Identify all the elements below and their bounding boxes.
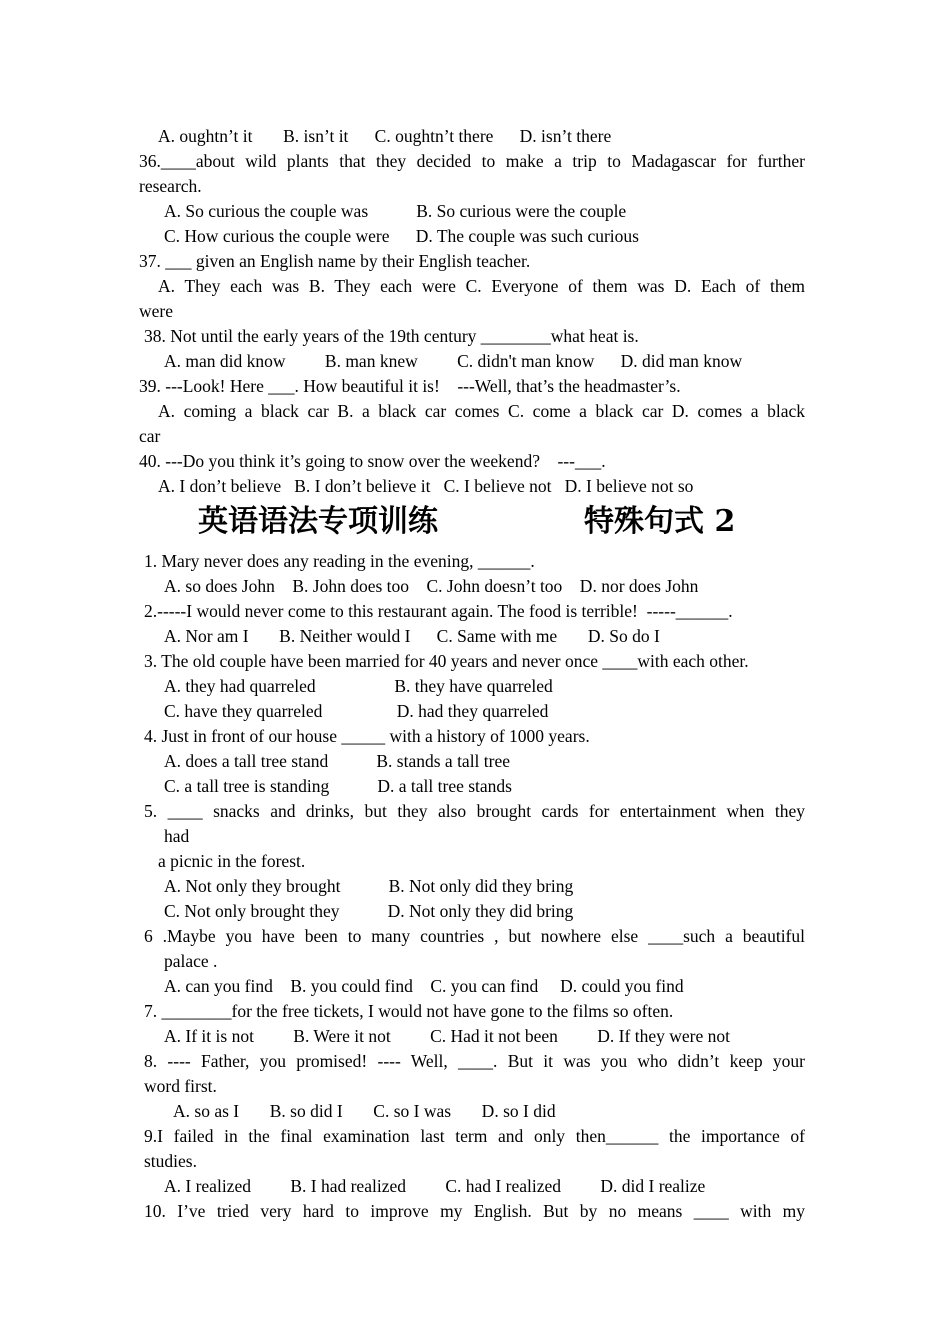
q7-stem: 7. ________for the free tickets, I would not have gone to the films so often. (144, 1001, 674, 1021)
q2-options: A. Nor am I B. Neither would I C. Same with me D. So do I (164, 626, 660, 646)
q6-stem-cont: palace . (164, 951, 218, 971)
q6-stem: 6 .Maybe you have been to many countries , but nowhere else ____such a beautiful (144, 926, 805, 946)
section-subtitle: 特殊句式 2 (584, 504, 736, 539)
q40-options: A. I don’t believe B. I don’t believe it C. I believe not D. I believe not so (158, 476, 694, 496)
q39-options: A. coming a black car B. a black car comes C. come a black car D. comes a black (158, 401, 805, 421)
q3-options-ab: A. they had quarreled B. they have quarreled (164, 676, 553, 696)
q38-stem: 38. Not until the early years of the 19th century ________what heat is. (144, 326, 639, 346)
q38-options: A. man did know B. man knew C. didn't man know D. did man know (164, 351, 743, 371)
q37-stem: 37. ___ given an English name by their English teacher. (139, 251, 531, 271)
q8-stem: 8. ---- Father, you promised! ---- Well, ____. But it was you who didn’t keep your (144, 1051, 805, 1071)
q1-stem: 1. Mary never does any reading in the evening, ______. (144, 551, 535, 571)
q9-stem-cont: studies. (144, 1151, 197, 1171)
q2-stem: 2.-----I would never come to this restaurant again. The food is terrible! -----______. (144, 601, 733, 621)
q3-options-cd: C. have they quarreled D. had they quarreled (164, 701, 549, 721)
q5-stem-cont-2: a picnic in the forest. (158, 851, 306, 871)
q40-stem: 40. ---Do you think it’s going to snow over the weekend? ---___. (139, 451, 606, 471)
q9-options: A. I realized B. I had realized C. had I realized D. did I realize (164, 1176, 706, 1196)
q39-stem: 39. ---Look! Here ___. How beautiful it is! ---Well, that’s the headmaster’s. (139, 376, 681, 396)
q7-options: A. If it is not B. Were it not C. Had it not been D. If they were not (164, 1026, 730, 1046)
q4-stem: 4. Just in front of our house _____ with a history of 1000 years. (144, 726, 590, 746)
q37-options-cont: were (139, 301, 174, 321)
q1-options: A. so does John B. John does too C. John doesn’t too D. nor does John (164, 576, 699, 596)
q8-stem-cont: word first. (144, 1076, 217, 1096)
q4-options-cd: C. a tall tree is standing D. a tall tree stands (164, 776, 512, 796)
q37-options: A. They each was B. They each were C. Everyone of them was D. Each of them (158, 276, 805, 296)
q4-options-ab: A. does a tall tree stand B. stands a tall tree (164, 751, 511, 771)
q36-options-ab: A. So curious the couple was B. So curious were the couple (164, 201, 627, 221)
q5-stem-cont: had (164, 826, 190, 846)
q5-stem: 5. ____ snacks and drinks, but they also brought cards for entertainment when they (144, 801, 805, 821)
q36-stem-cont: research. (139, 176, 202, 196)
q6-options: A. can you find B. you could find C. you can find D. could you find (164, 976, 684, 996)
q10-stem: 10. I’ve tried very hard to improve my English. But by no means ____ with my (144, 1201, 805, 1221)
q39-options-cont: car (139, 426, 161, 446)
q36-options-cd: C. How curious the couple were D. The couple was such curious (164, 226, 639, 246)
q5-options-cd: C. Not only brought they D. Not only they did bring (164, 901, 574, 921)
q3-stem: 3. The old couple have been married for 40 years and never once ____with each other. (144, 651, 749, 671)
q36-stem: 36.____about wild plants that they decided to make a trip to Madagascar for further (139, 151, 805, 171)
q5-options-ab: A. Not only they brought B. Not only did they bring (164, 876, 574, 896)
q9-stem: 9.I failed in the final examination last term and only then______ the importance of (144, 1126, 805, 1146)
q8-options: A. so as I B. so did I C. so I was D. so I did (173, 1101, 556, 1121)
section-title: 英语语法专项训练 (198, 504, 438, 539)
q35-options: A. oughtn’t it B. isn’t it C. oughtn’t there D. isn’t there (158, 126, 612, 146)
